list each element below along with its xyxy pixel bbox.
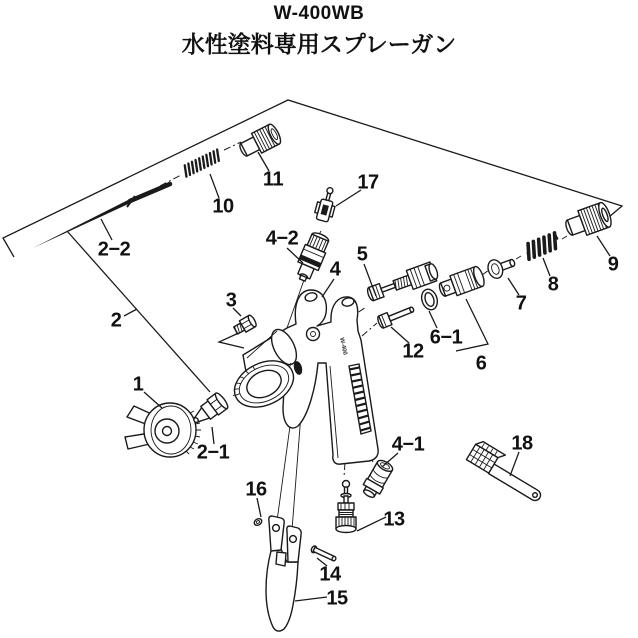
leader-1: [144, 392, 162, 408]
part-13-needle-adjust-set: [336, 481, 356, 533]
leader-4: [322, 279, 334, 297]
part-label-10: 10: [212, 195, 234, 218]
leader-6-1: [429, 311, 437, 328]
part-1-air-cap: [125, 403, 201, 457]
part-label-18: 18: [511, 432, 533, 455]
part-label-6-1: 6−1: [429, 326, 463, 349]
part-label-1: 1: [132, 373, 144, 396]
part-9-adjust-knob: [562, 201, 613, 241]
leader-18: [510, 452, 519, 476]
part-label-3: 3: [225, 289, 237, 312]
part-label-9: 9: [607, 253, 619, 276]
part-3-insert-pointer: [219, 331, 244, 348]
part-label-11: 11: [262, 168, 284, 191]
part-label-12: 12: [402, 340, 424, 363]
part-18-cleaning-brush: [466, 439, 549, 502]
part-7-valve-seat: [486, 253, 518, 280]
part-12-screw: [376, 303, 415, 329]
part-16-clip: [253, 517, 263, 527]
body-marking: W-400: [338, 337, 348, 356]
part-label-16: 16: [245, 478, 267, 501]
part-label-2: 2: [110, 309, 122, 332]
part-label-7: 7: [515, 292, 527, 315]
part-6-1-o-ring: [419, 287, 440, 312]
part-10-spring: [182, 150, 222, 177]
leader-13: [357, 517, 386, 531]
part-label-17: 17: [357, 171, 379, 194]
page-subtitle: 水性塗料専用スプレーガン: [181, 31, 457, 57]
part-label-13: 13: [383, 508, 405, 531]
part-label-15: 15: [326, 587, 348, 610]
part-label-4-1: 4−1: [391, 433, 425, 456]
part-17-valve-piece: [313, 185, 339, 223]
part-6-air-valve: [437, 265, 486, 300]
page-title: W-400WB: [273, 3, 365, 24]
part-label-4: 4: [329, 258, 341, 281]
leader-10: [210, 174, 219, 198]
part-14-trigger-pin: [310, 545, 337, 562]
part-label-5: 5: [356, 243, 368, 266]
part-8-spring: [523, 233, 560, 260]
part-label-14: 14: [319, 563, 341, 586]
leader-15: [295, 597, 327, 601]
part-4-1-air-connector: [360, 458, 396, 501]
body-boss: [307, 328, 320, 341]
part-label-2-1: 2−1: [196, 441, 230, 464]
part-3-joint: [232, 314, 258, 337]
part-label-4-2: 4−2: [265, 227, 299, 250]
part-label-8: 8: [547, 273, 559, 296]
part-15-trigger: [266, 516, 301, 631]
part-2-group-line: [67, 231, 210, 392]
leader-2-2: [101, 219, 112, 240]
part-label-2-2: 2−2: [97, 238, 131, 261]
part-label-6: 6: [475, 352, 487, 375]
